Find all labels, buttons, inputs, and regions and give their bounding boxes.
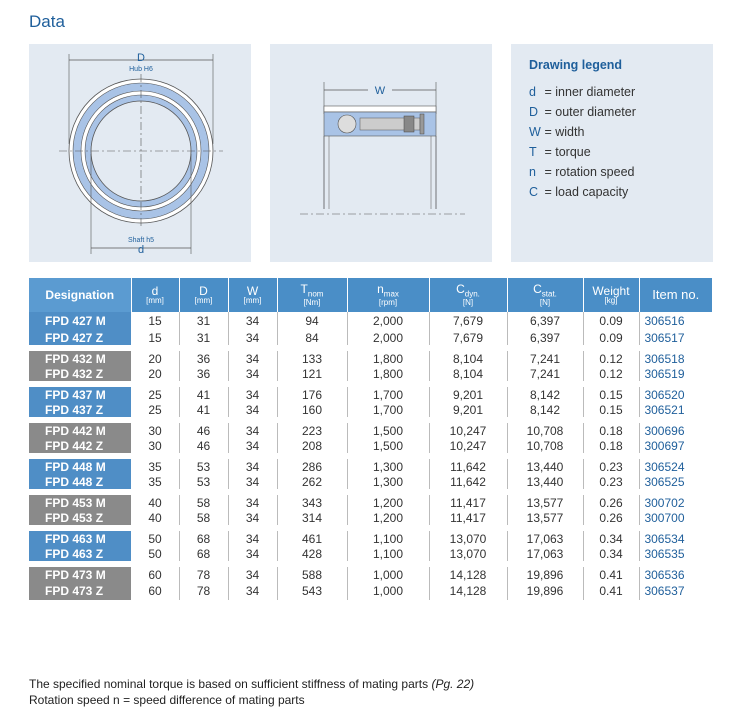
table-row	[29, 402, 713, 420]
value-cell: 7,679	[429, 330, 507, 348]
value-cell: 176	[277, 384, 347, 402]
item-number-cell: 306525	[644, 474, 685, 489]
value-cell: 7,241	[507, 348, 583, 366]
item-number-cell: 300697	[644, 438, 685, 453]
value-cell: 30	[131, 438, 179, 456]
value-cell: 121	[277, 366, 347, 384]
table-body	[29, 312, 713, 600]
hub-fit-label: Hub H6	[129, 66, 153, 73]
item-number-cell: 300700	[644, 510, 685, 525]
value-cell: 13,440	[507, 456, 583, 474]
side-view-drawing	[270, 44, 492, 262]
legend-item: d = inner diameter	[529, 85, 636, 99]
value-cell: 34	[228, 330, 277, 348]
value-cell: 6,397	[507, 330, 583, 348]
value-cell: 25	[131, 384, 179, 402]
value-cell: 34	[228, 384, 277, 402]
value-cell: 10,708	[507, 420, 583, 438]
value-cell: 543	[277, 582, 347, 600]
header-designation: Designation	[29, 278, 131, 312]
value-cell: 1,500	[347, 420, 429, 438]
legend-list	[529, 82, 695, 202]
item-number-cell: 300702	[639, 492, 713, 510]
designation-cell: FPD 427 M	[29, 312, 131, 330]
value-cell: 34	[228, 582, 277, 600]
front-view-drawing	[29, 44, 251, 262]
designation-cell: FPD 463 M	[29, 528, 131, 546]
specifications-table	[29, 278, 713, 600]
value-cell: 94	[277, 312, 347, 330]
value-cell: 13,577	[507, 510, 583, 528]
value-cell: 0.34	[583, 546, 639, 564]
value-cell: 19,896	[507, 582, 583, 600]
value-cell: 17,063	[507, 528, 583, 546]
value-cell: 13,070	[429, 528, 507, 546]
value-cell: 8,104	[429, 348, 507, 366]
value-cell: 1,200	[347, 492, 429, 510]
value-cell: 46	[179, 438, 228, 456]
value-cell: 0.09	[583, 330, 639, 348]
value-cell: 50	[131, 546, 179, 564]
legend-item: C = load capacity	[529, 185, 629, 199]
value-cell: 1,200	[347, 510, 429, 528]
value-cell: 15	[131, 330, 179, 348]
item-number-cell: 306519	[644, 366, 685, 381]
table-row	[29, 510, 713, 528]
designation-cell: FPD 453 Z	[29, 510, 131, 528]
designation-cell: FPD 432 M	[29, 348, 131, 366]
item-number-cell: 306517	[644, 330, 685, 345]
value-cell: 68	[179, 546, 228, 564]
value-cell: 34	[228, 564, 277, 582]
table-row	[29, 582, 713, 600]
value-cell: 34	[228, 312, 277, 330]
value-cell: 1,000	[347, 564, 429, 582]
header-weight: Weight [kg]	[583, 278, 639, 312]
value-cell: 36	[179, 366, 228, 384]
table-row	[29, 564, 713, 582]
value-cell: 60	[131, 582, 179, 600]
value-cell: 0.23	[583, 474, 639, 492]
footnote-torque: The specified nominal torque is based on sufficient stiffness of mating parts (Pg. 22)	[29, 677, 475, 691]
value-cell: 34	[228, 438, 277, 456]
legend-item: W = width	[529, 125, 585, 139]
table-header-row	[29, 278, 713, 312]
value-cell: 262	[277, 474, 347, 492]
table-row	[29, 384, 713, 402]
bearing-side-view	[270, 44, 492, 262]
value-cell: 53	[179, 474, 228, 492]
value-cell: 10,247	[429, 438, 507, 456]
value-cell: 11,642	[429, 474, 507, 492]
item-number-cell: 306534	[639, 528, 713, 546]
value-cell: 0.09	[583, 312, 639, 330]
value-cell: 34	[228, 420, 277, 438]
value-cell: 1,300	[347, 456, 429, 474]
value-cell: 36	[179, 348, 228, 366]
value-cell: 46	[179, 420, 228, 438]
value-cell: 34	[228, 366, 277, 384]
value-cell: 31	[179, 330, 228, 348]
value-cell: 6,397	[507, 312, 583, 330]
table-row	[29, 438, 713, 456]
value-cell: 9,201	[429, 402, 507, 420]
table-row	[29, 456, 713, 474]
value-cell: 0.41	[583, 564, 639, 582]
value-cell: 0.34	[583, 528, 639, 546]
footnote-speed: Rotation speed n = speed difference of mating parts	[29, 693, 305, 707]
value-cell: 1,500	[347, 438, 429, 456]
header-item: Item no.	[639, 278, 713, 312]
value-cell: 8,142	[507, 402, 583, 420]
value-cell: 19,896	[507, 564, 583, 582]
bearing-front-view	[29, 44, 251, 262]
value-cell: 34	[228, 402, 277, 420]
value-cell: 25	[131, 402, 179, 420]
value-cell: 10,247	[429, 420, 507, 438]
value-cell: 30	[131, 420, 179, 438]
header-cstat: $C_{stat.}$ [N]	[507, 278, 583, 312]
value-cell: 1,300	[347, 474, 429, 492]
value-cell: 0.41	[583, 582, 639, 600]
item-number-cell: 306521	[644, 402, 685, 417]
value-cell: 50	[131, 528, 179, 546]
value-cell: 1,100	[347, 528, 429, 546]
shaft-fit-label: Shaft h5	[127, 237, 155, 244]
value-cell: 15	[131, 312, 179, 330]
value-cell: 40	[131, 510, 179, 528]
table-row	[29, 492, 713, 510]
value-cell: 60	[131, 564, 179, 582]
value-cell: 588	[277, 564, 347, 582]
value-cell: 0.23	[583, 456, 639, 474]
legend-item: T = torque	[529, 145, 591, 159]
designation-cell: FPD 437 M	[29, 384, 131, 402]
designation-cell: FPD 463 Z	[29, 546, 131, 564]
value-cell: 10,708	[507, 438, 583, 456]
item-number-cell: 306536	[639, 564, 713, 582]
value-cell: 11,417	[429, 510, 507, 528]
value-cell: 0.15	[583, 384, 639, 402]
value-cell: 84	[277, 330, 347, 348]
table-row	[29, 528, 713, 546]
designation-cell: FPD 432 Z	[29, 366, 131, 384]
value-cell: 78	[179, 582, 228, 600]
value-cell: 13,440	[507, 474, 583, 492]
value-cell: 13,070	[429, 546, 507, 564]
designation-cell: FPD 453 M	[29, 492, 131, 510]
value-cell: 34	[228, 528, 277, 546]
value-cell: 1,700	[347, 384, 429, 402]
value-cell: 223	[277, 420, 347, 438]
item-number-cell: 306537	[644, 584, 685, 598]
item-number-cell: 306520	[639, 384, 713, 402]
value-cell: 14,128	[429, 564, 507, 582]
value-cell: 11,642	[429, 456, 507, 474]
table-row	[29, 420, 713, 438]
value-cell: 1,700	[347, 402, 429, 420]
value-cell: 34	[228, 456, 277, 474]
value-cell: 7,241	[507, 366, 583, 384]
value-cell: 78	[179, 564, 228, 582]
value-cell: 14,128	[429, 582, 507, 600]
value-cell: 1,800	[347, 366, 429, 384]
value-cell: 0.26	[583, 492, 639, 510]
page-title: Data	[29, 12, 65, 31]
header-torque: $T_{nom}$ [Nm]	[277, 278, 347, 312]
value-cell: 0.12	[583, 348, 639, 366]
legend-item: n = rotation speed	[529, 165, 635, 179]
drawing-legend	[511, 44, 713, 262]
header-cdyn: $C_{dyn.}$ [N]	[429, 278, 507, 312]
value-cell: 20	[131, 366, 179, 384]
designation-cell: FPD 448 M	[29, 456, 131, 474]
table-row	[29, 348, 713, 366]
header-W: W [mm]	[228, 278, 277, 312]
value-cell: 20	[131, 348, 179, 366]
value-cell: 208	[277, 438, 347, 456]
table-row	[29, 366, 713, 384]
header-D: D [mm]	[179, 278, 228, 312]
value-cell: 0.18	[583, 420, 639, 438]
value-cell: 58	[179, 510, 228, 528]
value-cell: 34	[228, 474, 277, 492]
designation-cell: FPD 442 M	[29, 420, 131, 438]
value-cell: 2,000	[347, 330, 429, 348]
table-row	[29, 546, 713, 564]
value-cell: 34	[228, 348, 277, 366]
header-speed: $n_{max}$ [rpm]	[347, 278, 429, 312]
value-cell: 8,142	[507, 384, 583, 402]
designation-cell: FPD 473 Z	[29, 582, 131, 600]
value-cell: 58	[179, 492, 228, 510]
width-label: W	[374, 85, 386, 97]
designation-cell: FPD 427 Z	[29, 330, 131, 348]
inner-diameter-label: d	[137, 244, 145, 256]
value-cell: 1,100	[347, 546, 429, 564]
value-cell: 41	[179, 384, 228, 402]
value-cell: 461	[277, 528, 347, 546]
legend-title: Drawing legend	[529, 58, 623, 72]
value-cell: 40	[131, 492, 179, 510]
outer-diameter-label: D	[137, 52, 145, 64]
value-cell: 7,679	[429, 312, 507, 330]
value-cell: 160	[277, 402, 347, 420]
value-cell: 133	[277, 348, 347, 366]
value-cell: 0.26	[583, 510, 639, 528]
value-cell: 8,104	[429, 366, 507, 384]
value-cell: 17,063	[507, 546, 583, 564]
value-cell: 53	[179, 456, 228, 474]
designation-cell: FPD 442 Z	[29, 438, 131, 456]
designation-cell: FPD 437 Z	[29, 402, 131, 420]
value-cell: 1,000	[347, 582, 429, 600]
legend-item: D = outer diameter	[529, 105, 636, 119]
value-cell: 31	[179, 312, 228, 330]
item-number-cell: 306535	[644, 546, 685, 561]
designation-cell: FPD 448 Z	[29, 474, 131, 492]
value-cell: 428	[277, 546, 347, 564]
value-cell: 1,800	[347, 348, 429, 366]
table-row	[29, 474, 713, 492]
designation-cell: FPD 473 M	[29, 564, 131, 582]
value-cell: 9,201	[429, 384, 507, 402]
item-number-cell: 306518	[639, 348, 713, 366]
item-number-cell: 300696	[639, 420, 713, 438]
header-d: d [mm]	[131, 278, 179, 312]
footnotes	[29, 676, 474, 708]
value-cell: 41	[179, 402, 228, 420]
table-row	[29, 330, 713, 348]
value-cell: 13,577	[507, 492, 583, 510]
value-cell: 2,000	[347, 312, 429, 330]
value-cell: 0.18	[583, 438, 639, 456]
value-cell: 34	[228, 492, 277, 510]
value-cell: 0.12	[583, 366, 639, 384]
value-cell: 11,417	[429, 492, 507, 510]
value-cell: 68	[179, 528, 228, 546]
value-cell: 0.15	[583, 402, 639, 420]
value-cell: 343	[277, 492, 347, 510]
value-cell: 35	[131, 474, 179, 492]
value-cell: 35	[131, 456, 179, 474]
value-cell: 314	[277, 510, 347, 528]
item-number-cell: 306524	[639, 456, 713, 474]
value-cell: 286	[277, 456, 347, 474]
value-cell: 34	[228, 546, 277, 564]
item-number-cell: 306516	[644, 314, 685, 328]
value-cell: 34	[228, 510, 277, 528]
table-row	[29, 312, 713, 330]
